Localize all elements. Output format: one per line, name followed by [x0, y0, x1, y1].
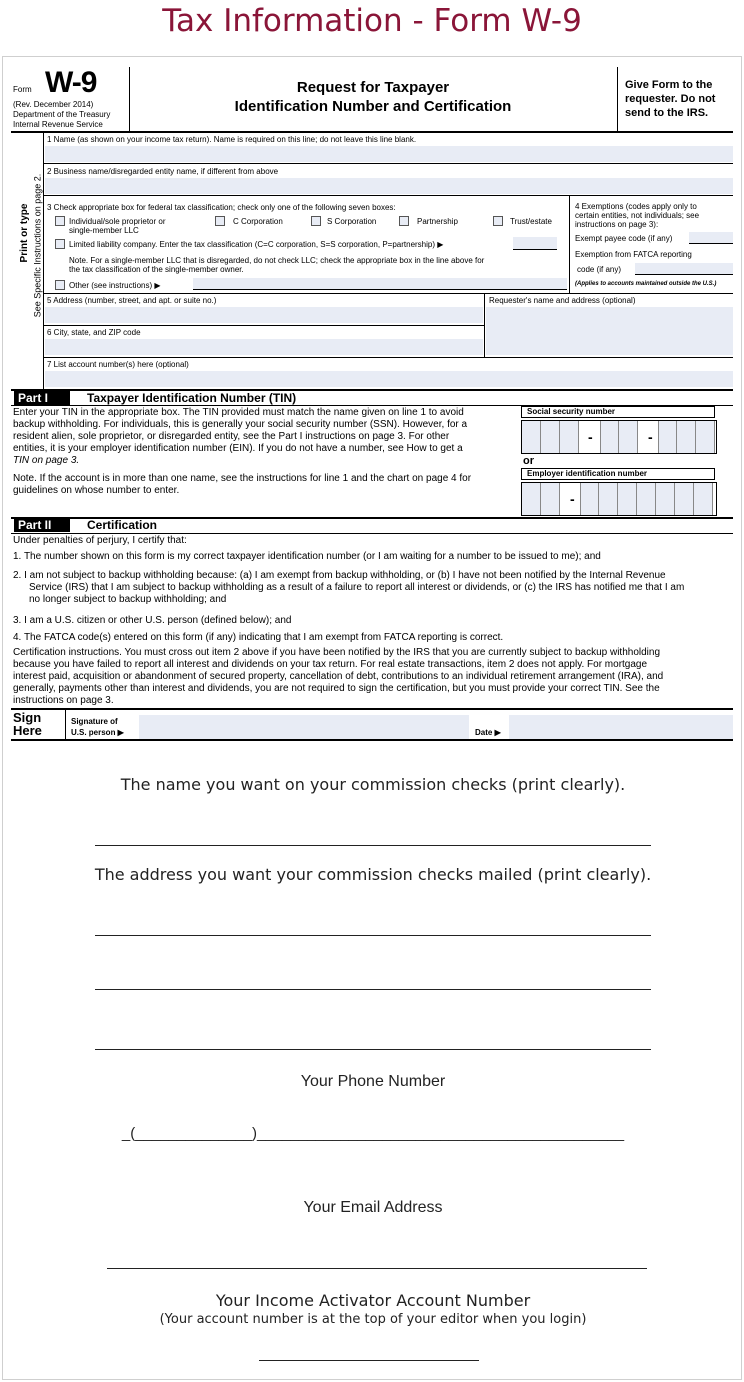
date-label: Date ▶: [475, 728, 501, 737]
side-instructions: See Specific Instructions on page 2.: [32, 173, 43, 318]
cert-item-2b: Service (IRS) that I am subject to backup withholding as a result of a failure to report all interest or dividends, or (c) the IRS has notified me that I am: [29, 582, 685, 593]
form-title-line1: Request for Taxpayer: [296, 79, 450, 96]
cert-item-3: 3. I am a U.S. citizen or other U.S. person (defined below); and: [13, 615, 292, 626]
ein-input[interactable]: [521, 482, 717, 516]
cert-instructions-1: Certification instructions. You must cross out item 2 above if you have been notified by the IRS that you are currently subject to backup withholding: [13, 647, 661, 658]
note-line1: Note. For a single-member LLC that is disregarded, do not check LLC; check the appropriate box in the line above for: [69, 256, 485, 265]
address-line-3[interactable]: [95, 1049, 651, 1050]
exemptions-line2: certain entities, not individuals; see: [575, 211, 700, 220]
line5-label: 5 Address (number, street, and apt. or suite no.): [47, 296, 217, 305]
part1-title: Taxpayer Identification Number (TIN): [87, 391, 297, 405]
address-line-2[interactable]: [95, 989, 651, 990]
individual-label-1: Individual/sole proprietor or: [69, 217, 166, 226]
fatca-label-1: Exemption from FATCA reporting: [575, 250, 692, 259]
partnership-label: Partnership: [417, 217, 458, 226]
commission-name-line[interactable]: [95, 845, 651, 846]
other-field[interactable]: [193, 278, 567, 290]
department: Department of the Treasury: [13, 110, 111, 119]
fatca-label-2: code (if any): [577, 265, 622, 274]
other-label: Other (see instructions) ▶: [69, 281, 161, 290]
here-label: Here: [13, 723, 42, 738]
name-field[interactable]: [45, 146, 733, 162]
account-numbers-field[interactable]: [45, 371, 733, 387]
account-number-prompt: Your Income Activator Account Number: [215, 1291, 531, 1310]
w9-form: [2, 56, 742, 1380]
side-label: [13, 133, 43, 351]
part2-label: Part II: [14, 518, 70, 532]
cert-item-4: 4. The FATCA code(s) entered on this form (if any) indicating that I am exempt from FATCA reporting is correct.: [13, 632, 504, 643]
ssn-input[interactable]: [521, 420, 717, 454]
partnership-checkbox[interactable]: [399, 216, 409, 226]
line3-label: 3 Check appropriate box for federal tax classification; check only one of the following seven boxes:: [47, 203, 396, 212]
commission-address-prompt: The address you want your commission checks mailed (print clearly).: [94, 865, 652, 884]
city-field[interactable]: [45, 339, 483, 355]
llc-checkbox[interactable]: [55, 239, 65, 249]
fatca-field[interactable]: [635, 263, 733, 275]
part1-text-1: Enter your TIN in the appropriate box. The TIN provided must match the name given on line 1 to avoid: [13, 407, 464, 418]
line7-label: 7 List account number(s) here (optional): [47, 360, 189, 369]
address-field[interactable]: [45, 307, 483, 323]
other-checkbox[interactable]: [55, 280, 65, 290]
ein-label: Employer identification number: [521, 468, 715, 480]
cert-instructions-3: interest paid, acquisition or abandonment of secured property, cancellation of debt, contributions to an individual retirement arrangement (IRA), and: [13, 671, 664, 682]
ccorp-label: C Corporation: [233, 217, 283, 226]
exemptions-line3: instructions on page 3):: [575, 220, 659, 229]
part1-note-2: guidelines on whose number to enter.: [13, 485, 180, 496]
scorp-checkbox[interactable]: [311, 216, 321, 226]
give-form-line3: send to the IRS.: [625, 107, 709, 119]
business-name-field[interactable]: [45, 178, 733, 194]
ssn-label: Social security number: [521, 406, 715, 418]
exempt-payee-field[interactable]: [689, 232, 733, 244]
ssn-dash-2: -: [648, 429, 653, 445]
perjury-statement: Under penalties of perjury, I certify that:: [13, 535, 187, 546]
scorp-label: S Corporation: [327, 217, 377, 226]
or-label: or: [523, 455, 534, 467]
account-number-note: (Your account number is at the top of your editor when you login): [159, 1312, 587, 1327]
us-person-label: U.S. person ▶: [71, 728, 124, 737]
exempt-payee-label: Exempt payee code (if any): [575, 234, 673, 243]
line2-label: 2 Business name/disregarded entity name, if different from above: [47, 167, 279, 176]
phone-prompt: Your Phone Number: [300, 1073, 446, 1090]
sign-label: Sign: [13, 710, 42, 725]
cert-item-2c: no longer subject to backup withholding; and: [29, 594, 227, 605]
form-number: W-9: [45, 66, 97, 99]
account-number-line[interactable]: [259, 1360, 479, 1361]
line6-label: 6 City, state, and ZIP code: [47, 328, 141, 337]
trust-label: Trust/estate: [510, 217, 552, 226]
cert-item-2a: 2. I am not subject to backup withholding because: (a) I am exempt from backup withholding, or (b) I have not been notified by the Internal Revenue: [13, 570, 666, 581]
cert-instructions-2: because you have failed to report all interest and dividends on your tax return. For real estate transactions, item 2 does not apply. For mortgage: [13, 659, 648, 670]
give-form-line2: requester. Do not: [625, 93, 716, 105]
irs-label: Internal Revenue Service: [13, 120, 103, 129]
signature-of-label: Signature of: [71, 717, 118, 726]
llc-classification-field[interactable]: [513, 237, 557, 250]
form-word: Form: [13, 85, 32, 94]
part1-note-1: Note. If the account is in more than one name, see the instructions for line 1 and the chart on page 4 for: [13, 473, 472, 484]
commission-name-prompt: The name you want on your commission checks (print clearly).: [120, 775, 626, 794]
cert-instructions-5: instructions on page 3.: [13, 695, 114, 706]
address-line-1[interactable]: [95, 935, 651, 936]
part1-text-2: backup withholding. For individuals, this is generally your social security number (SSN). However, for a: [13, 419, 468, 430]
requester-field[interactable]: [486, 307, 733, 355]
cert-item-1: 1. The number shown on this form is my correct taxpayer identification number (or I am waiting for a number to be issued to me); and: [13, 551, 601, 562]
cert-instructions-4: generally, payments other than interest and dividends, you are not required to sign the certification, but you must provide your correct TIN. See the: [13, 683, 660, 694]
rev-date: (Rev. December 2014): [13, 100, 94, 109]
signature-field[interactable]: [139, 715, 469, 739]
part1-text-4: entities, it is your employer identification number (EIN). If you do not have a number, see How to get a: [13, 443, 463, 454]
page-title: Tax Information - Form W-9: [162, 3, 582, 39]
email-line[interactable]: [107, 1268, 647, 1269]
part1-text-3: resident alien, sole proprietor, or disregarded entity, see the Part I instructions on page 3. For other: [13, 431, 450, 442]
trust-checkbox[interactable]: [493, 216, 503, 226]
part1-label: Part I: [14, 391, 70, 405]
exemptions-line1: 4 Exemptions (codes apply only to: [575, 202, 697, 211]
email-prompt: Your Email Address: [303, 1199, 443, 1216]
line1-label: 1 Name (as shown on your income tax return). Name is required on this line; do not leave this line blank.: [47, 135, 417, 144]
note-line2: the tax classification of the single-member owner.: [69, 265, 244, 274]
individual-checkbox[interactable]: [55, 216, 65, 226]
individual-label-2: single-member LLC: [69, 226, 139, 235]
give-form-line1: Give Form to the: [625, 79, 713, 91]
form-title-line2: Identification Number and Certification: [234, 98, 512, 115]
llc-label: Limited liability company. Enter the tax classification (C=C corporation, S=S corporation, P=partnership) ▶: [69, 240, 444, 249]
part1-text-5: TIN on page 3.: [13, 455, 80, 466]
fatca-note: (Applies to accounts maintained outside the U.S.): [575, 281, 717, 287]
part2-title: Certification: [87, 518, 158, 532]
requester-label: Requester's name and address (optional): [489, 296, 636, 305]
ssn-dash-1: -: [588, 429, 593, 445]
phone-field[interactable]: _(______________)____________________________________________: [121, 1125, 625, 1142]
side-print: Print or type: [19, 203, 30, 263]
ccorp-checkbox[interactable]: [215, 216, 225, 226]
date-field[interactable]: [509, 715, 733, 739]
ein-dash: -: [570, 491, 575, 507]
